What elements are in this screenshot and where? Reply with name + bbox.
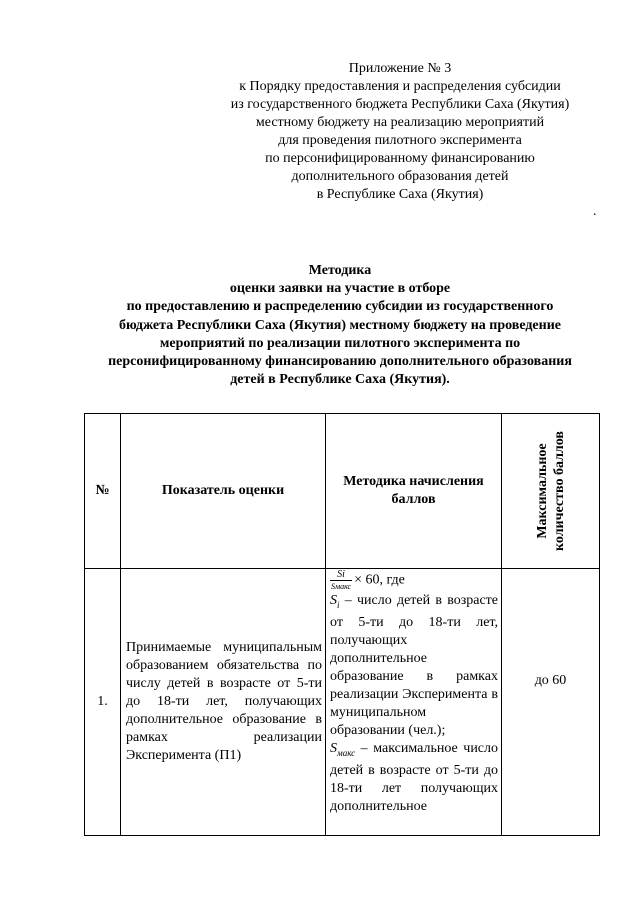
formula-fraction [330, 569, 352, 592]
title-line: детей в Республике Саха (Якутия). [230, 372, 450, 388]
appendix-line: для проведения пилотного эксперимента [278, 133, 522, 148]
formula-tail: × 60, где [354, 572, 405, 588]
appendix-line: Приложение № 3 [348, 61, 452, 76]
header-indicator: Показатель оценки [121, 414, 326, 569]
title-line: бюджета Республики Саха (Якутия) местному бюджету на проведение [118, 317, 561, 333]
smax-symbol: S [330, 740, 337, 756]
stray-dot: . [593, 204, 597, 219]
header-max-label: Максимальное количество баллов [534, 431, 567, 551]
formula-denominator: Sмакс [331, 582, 352, 591]
appendix-line: в Республике Саха (Якутия) [316, 187, 484, 202]
si-definition [330, 592, 498, 740]
smax-definition [330, 740, 498, 816]
appendix-line: дополнительного образования детей [291, 169, 509, 184]
title-line: Методика [308, 263, 372, 278]
si-text: – число детей в возрасте от 5-ти до 18-ти лет, получающих дополнительное образование в рамках реализации Эксперимента в муниципальном образовании (чел.); [330, 593, 498, 738]
row-indicator [121, 569, 326, 836]
formula-line [330, 569, 498, 592]
appendix-line: из государственного бюджета Республики Саха (Якутия) [230, 97, 570, 112]
document-title [70, 262, 610, 389]
table-header-row [85, 414, 600, 569]
appendix-line: местному бюджету на реализацию мероприятий [255, 115, 545, 130]
appendix-header [190, 60, 610, 204]
header-method: Методика начисления баллов [326, 414, 502, 569]
title-line: мероприятий по реализации пилотного эксперимента по [159, 335, 521, 351]
si-sub: i [337, 599, 340, 610]
title-line: по предоставлению и распределению субсидии из государственного [126, 299, 554, 315]
row-max [502, 569, 600, 836]
header-max [502, 414, 600, 569]
header-num: № [85, 414, 121, 569]
formula-numerator: Si [330, 569, 352, 581]
indicator-text: Принимаемые муниципальным образованием обязательства по числу детей в возрасте от 5-ти до 18-ти лет, получающих дополнительное образование в рамках реализации Эксперимента (П1) [126, 640, 322, 763]
table-row [85, 569, 600, 836]
row-num: 1. [85, 569, 121, 836]
si-symbol: S [330, 593, 337, 608]
max-value: до 60 [534, 673, 567, 688]
evaluation-table [84, 413, 600, 836]
row-method [326, 569, 502, 836]
title-line: персонифицированному финансированию дополнительного образования [108, 354, 572, 370]
appendix-line: по персонифицированному финансированию [265, 151, 535, 166]
appendix-line: к Порядку предоставления и распределения субсидии [239, 79, 561, 94]
title-line: оценки заявки на участие в отборе [229, 281, 451, 297]
smax-sub: макс [337, 747, 356, 758]
smax-text: – максимальное число детей в возрасте от 5-ти до 18-ти лет получающих дополнительное [330, 740, 498, 814]
